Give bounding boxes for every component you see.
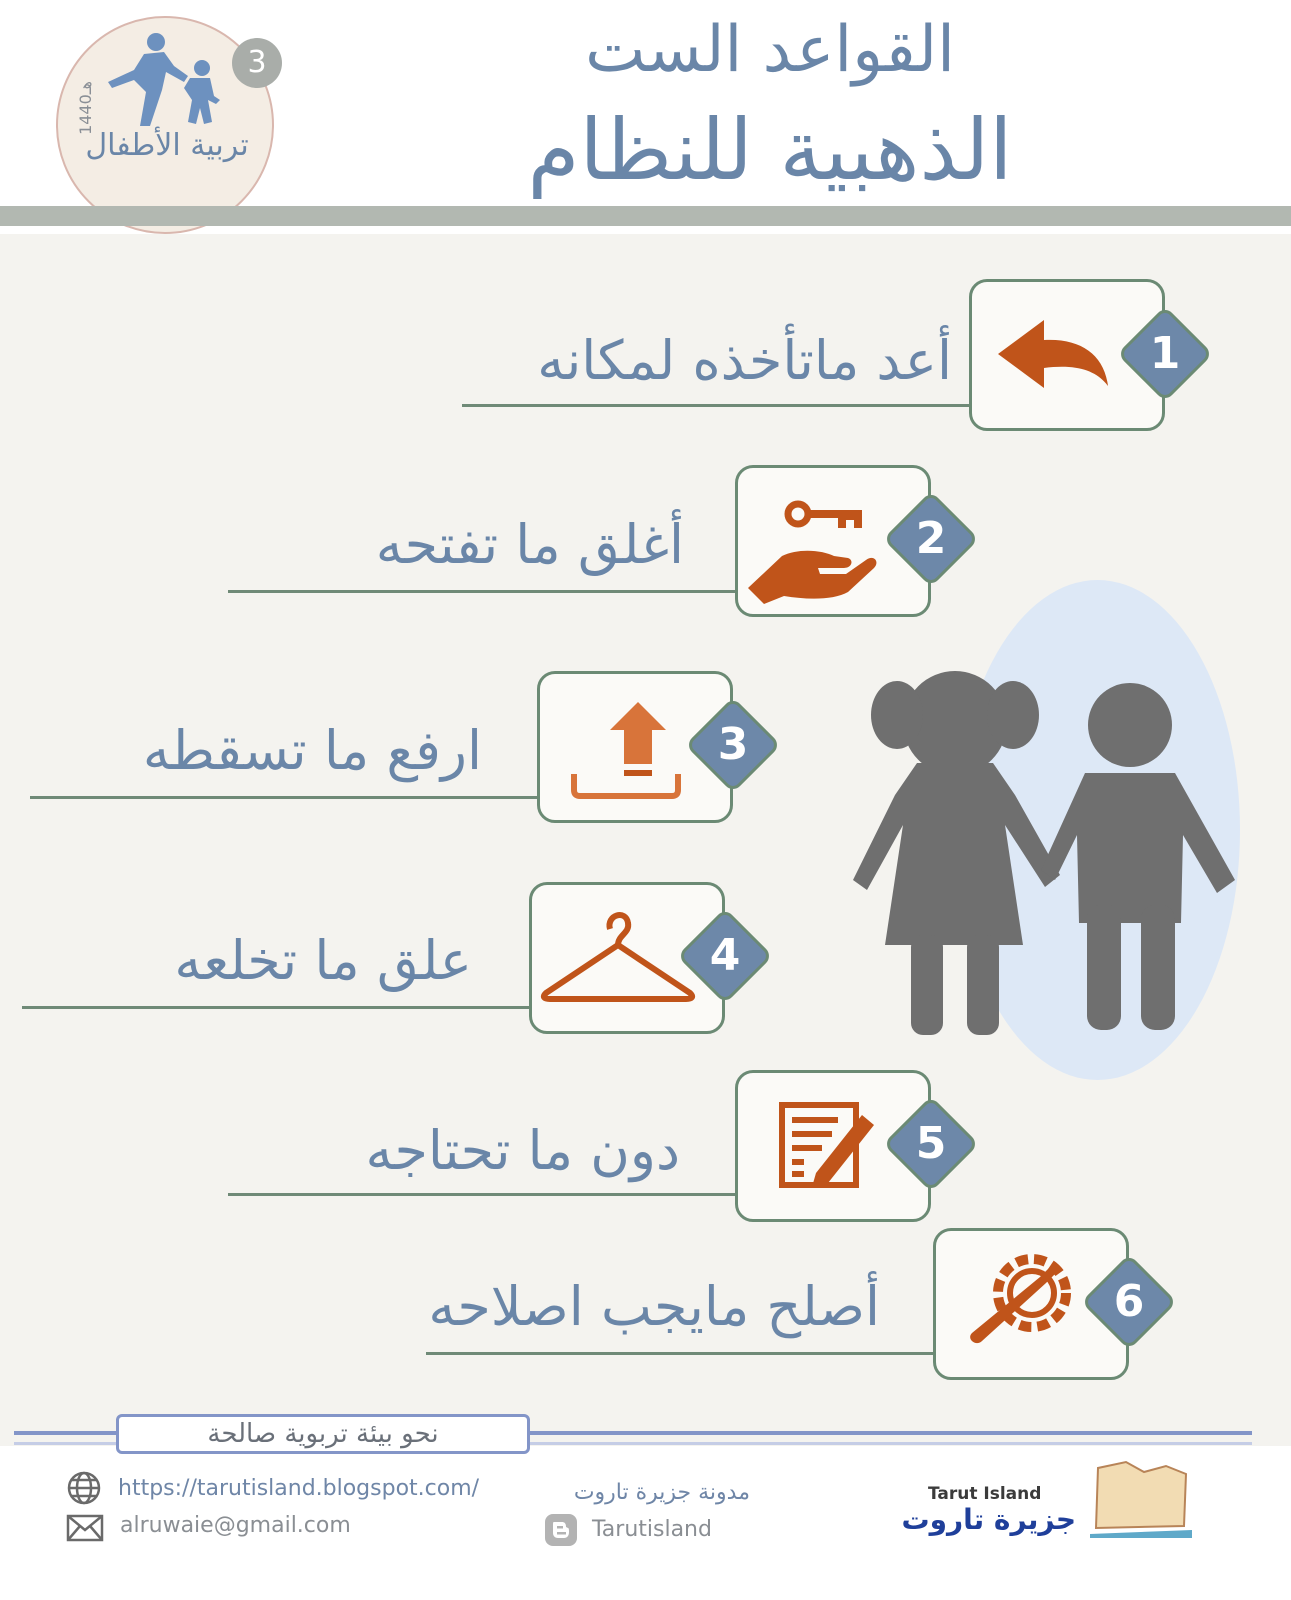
rule-6-text: أصلح مايجب اصلاحه [428, 1275, 880, 1338]
blog-name: مدونة جزيرة تاروت [573, 1480, 750, 1505]
rule-4-text: علق ما تخلعه [174, 929, 472, 992]
parent-child-icon [104, 30, 224, 130]
blogger-icon [545, 1514, 577, 1546]
rule-4-underline [22, 1006, 532, 1009]
island-logo-graphic [1086, 1458, 1196, 1540]
rule-5-underline [228, 1193, 738, 1196]
globe-icon [66, 1470, 102, 1506]
email-link[interactable]: alruwaie@gmail.com [120, 1513, 351, 1538]
mail-icon [66, 1514, 104, 1542]
title-line-2: الذهبية للنظام [527, 101, 1013, 199]
logo-title: تربية الأطفال [85, 128, 249, 163]
rule-5-number: 5 [915, 1118, 947, 1169]
brand-arabic: جزيرة تاروت [901, 1503, 1076, 1536]
rule-6-number: 6 [1113, 1276, 1145, 1327]
footer-slogan: نحو بيئة تربوية صالحة [116, 1414, 530, 1454]
rule-1-underline [462, 404, 972, 407]
rule-2-underline [228, 590, 738, 593]
rule-2-number: 2 [915, 513, 947, 564]
rule-1-number: 1 [1149, 328, 1181, 379]
title-line-1: القواعد الست [585, 13, 955, 87]
rule-1-text: أعد ماتأخذه لمكانه [537, 329, 952, 392]
rule-6-underline [426, 1352, 936, 1355]
children-holding-hands-icon [845, 665, 1245, 1045]
rule-3-underline [30, 796, 540, 799]
rule-4-number: 4 [709, 930, 741, 981]
brand-english: Tarut Island [928, 1484, 1042, 1504]
website-link[interactable]: https://tarutisland.blogspot.com/ [118, 1476, 480, 1501]
logo-year: 1440هـ [76, 81, 95, 135]
rule-3-number: 3 [717, 719, 749, 770]
header-divider [0, 206, 1291, 226]
rule-3-text: ارفع ما تسقطه [142, 719, 482, 782]
rule-2-text: أغلق ما تفتحه [375, 513, 684, 576]
rule-5-text: دون ما تحتاجه [365, 1119, 680, 1182]
blogger-handle: Tarutisland [592, 1517, 712, 1542]
logo-number-badge: 3 [232, 38, 282, 88]
